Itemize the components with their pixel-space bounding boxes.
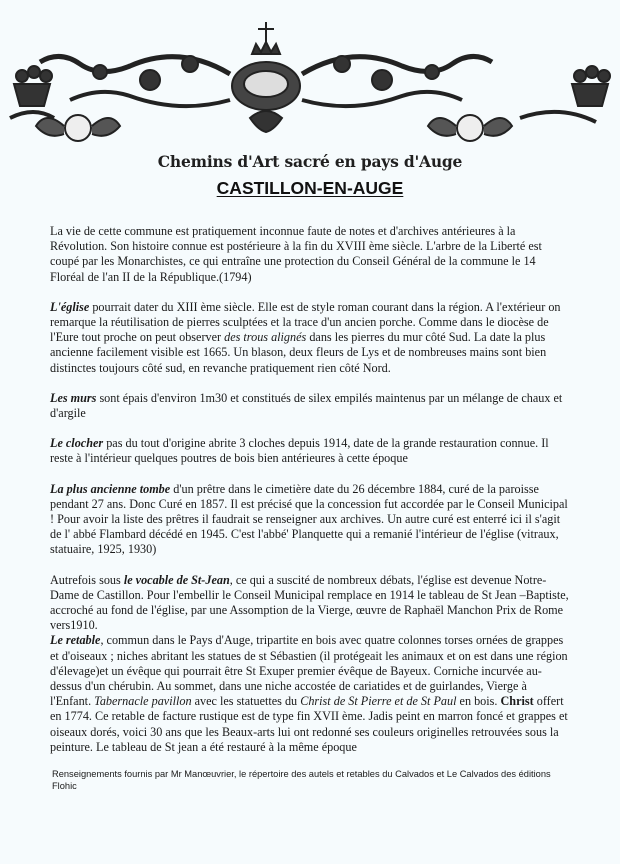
text-vocable-0: Autrefois sous	[50, 572, 124, 587]
paragraph-retable	[50, 633, 570, 755]
paragraph-tomb	[50, 482, 570, 558]
text-church-2: dans les pierres du mur côté Sud. La date la plus ancienne facilement visible est 1665. Un blason, deux fleurs de Lys et de nombreuses mains sont bien distinctes toujours côté sud, en revanche pratiquement rien côté Nord.	[50, 330, 547, 375]
paragraph-history: La vie de cette commune est pratiquement inconnue faute de notes et d'archives antérieures à la Révolution. Son histoire connue est postérieure à la fin du XVIII ème siècle. L'arbre de la Liberté est coupé par les Monarchistes, ce qui entraîne une protection du Conseil Général de la commune le 14 Floréal de l'an II de la République.(1794)	[50, 224, 542, 284]
ornament-illustration	[0, 14, 620, 154]
source-footer: Renseignements fournis par Mr Manœuvrier, le répertoire des autels et retables du Calvados et Le Calvados des éditions Flohic	[52, 769, 551, 791]
paragraph-walls	[50, 391, 570, 421]
text-retable-em1: Tabernacle pavillon	[94, 694, 192, 709]
lead-church: L'église	[50, 299, 90, 314]
text-church-1: pourrait dater du XIII ème siècle. Elle est de style roman courant dans la région. A l'extérieur on remarque la réutilisation de pierres sculptées et la trace d'un ancien porche. Comme dans le diocèse de l'Eure tout proche on peut observer	[50, 299, 561, 345]
paragraph-vocable	[50, 573, 570, 634]
text-retable-1: , commun dans le Pays d'Auge, tripartite en bois avec quatre colonnes torses ornées de grappes et d'oiseaux ; niches abritant les statues de st Sébastien (il protégeait les animaux et on est dans une région d'élevage)et un évêque qui pourrait être St Exuper premier évêque de Bayeux. Corniche incurvée au-dessus d'un chérubin. Au sommet, dans une niche accostée de cariatides et de guirlandes, Vierge à l'Enfant.	[50, 633, 568, 709]
lead-bell-tower: Le clocher	[50, 436, 104, 451]
text-retable-em2: Christ de St Pierre et de St Paul	[300, 694, 457, 709]
text-vocable-1: , ce qui a suscité de nombreux débats, l'église est devenue Notre-Dame de Castillon. Pour l'embellir le Conseil Municipal remplace en 1914 le tableau de St Jean –Baptiste, accroché au fond de l'église, par une Assomption de la Vierge, œuvre de Raphaël Manchon Prix de Rome vers1910.	[50, 572, 569, 633]
text-walls: sont épais d'environ 1m30 et constitués de silex empilés maintenus par un mélange de chaux et d'argile	[50, 390, 563, 421]
text-retable-bold: Christ	[500, 694, 534, 709]
text-retable-2: avec les statuettes du	[191, 694, 301, 709]
text-retable-4: offert en 1774. Ce retable de facture rustique est de type fin XVII ème. Jadis peint en marron foncé et grappes et oiseaux dorés, voici 30 ans que les Beaux-arts lui ont redonné ses couleurs originelles retrouvées sous la peinture. Le tableau de St jean a été restauré à la même époque	[50, 694, 568, 754]
text-bell-tower: pas du tout d'origine abrite 3 cloches depuis 1914, date de la grande restauration connue. Il reste à l'intérieur quelques poutres de bois bien antérieures à cette époque	[50, 436, 549, 466]
text-church-em: des trous alignés	[224, 330, 307, 345]
lead-tomb: La plus ancienne tombe	[50, 481, 171, 496]
page-title: CASTILLON-EN-AUGE	[216, 178, 404, 198]
paragraph-church	[50, 300, 570, 376]
document-body	[50, 224, 570, 770]
paragraph-bell-tower	[50, 436, 570, 466]
ornamental-header	[0, 14, 620, 174]
text-retable-3: en bois.	[456, 694, 501, 709]
lead-vocable: le vocable de St-Jean	[123, 572, 230, 587]
lead-walls: Les murs	[50, 390, 97, 405]
banner-title: Chemins d'Art sacré en pays d'Auge	[157, 152, 463, 171]
text-tomb: d'un prêtre dans le cimetière date du 26 décembre 1884, curé de la paroisse pendant 27 ans. Donc Curé en 1857. Il est précisé que la concession fut accordée par le Conseil Municipal ! Pour avoir la liste des prêtres il faudrait se renseigner aux archives. Un autre curé est enterré ici il s'agit de l' abbé Flambard décédé en 1945. C'est l'abbé' Planquette qui a remanié l'intérieur de l'église (vitraux, statuaire, 1925, 1930)	[50, 481, 568, 557]
lead-retable: Le retable	[50, 633, 101, 648]
